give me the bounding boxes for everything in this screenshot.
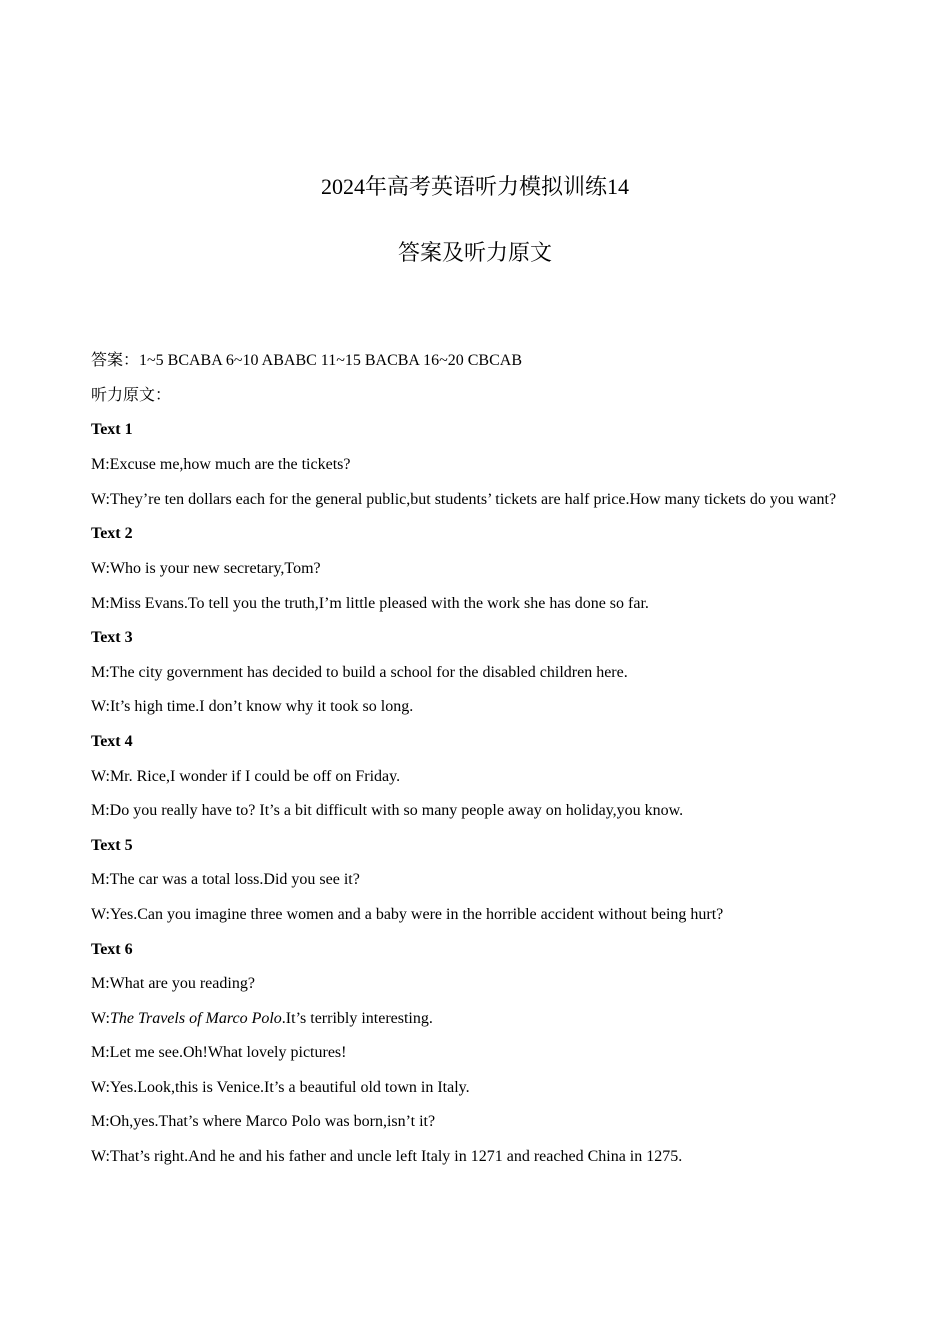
document-body	[91, 352, 858, 1183]
dialogue-line	[91, 1010, 858, 1028]
text-heading: Text 1	[91, 421, 133, 439]
dialogue-line: M:Let me see.Oh!What lovely pictures!	[91, 1044, 347, 1062]
dialogue-line: M:What are you reading?	[91, 975, 255, 993]
book-title: The Travels of Marco Polo	[109, 1009, 282, 1027]
answer-key: 答案：1~5 BCABA 6~10 ABABC 11~15 BACBA 16~20 CBCAB	[91, 352, 523, 369]
dialogue-line: M:The car was a total loss.Did you see it?	[91, 871, 360, 889]
dialogue-line: W:Who is your new secretary,Tom?	[91, 559, 321, 577]
transcript-label: 听力原文：	[91, 386, 172, 404]
line-remainder: .It’s terribly interesting.	[281, 1009, 433, 1027]
text-heading: Text 3	[91, 629, 133, 647]
speaker-prefix: W:	[91, 1009, 110, 1027]
dialogue-line: M:Oh,yes.That’s where Marco Polo was born,isn’t it?	[91, 1113, 436, 1131]
text-heading: Text 4	[91, 732, 133, 750]
dialogue-line: W:Yes.Look,this is Venice.It’s a beautiful old town in Italy.	[91, 1078, 470, 1096]
dialogue-line: W:Yes.Can you imagine three women and a baby were in the horrible accident without being hurt?	[91, 905, 724, 923]
dialogue-line: W:They’re ten dollars each for the general public,but students’ tickets are half price.How many tickets do you want?	[91, 491, 837, 509]
dialogue-line: M:Excuse me,how much are the tickets?	[91, 455, 351, 473]
dialogue-line: M:Miss Evans.To tell you the truth,I’m little pleased with the work she has done so far.	[91, 594, 649, 612]
text-heading: Text 6	[91, 940, 133, 958]
dialogue-line: W:It’s high time.I don’t know why it took so long.	[91, 698, 414, 716]
dialogue-line: W:Mr. Rice,I wonder if I could be off on Friday.	[91, 767, 401, 785]
text-heading: Text 5	[91, 836, 133, 854]
page-subtitle: 答案及听力原文	[397, 240, 552, 265]
dialogue-line: M:Do you really have to? It’s a bit difficult with so many people away on holiday,you know.	[91, 802, 684, 820]
text-heading: Text 2	[91, 525, 133, 543]
dialogue-line: M:The city government has decided to build a school for the disabled children here.	[91, 663, 628, 681]
dialogue-line: W:That’s right.And he and his father and uncle left Italy in 1271 and reached China in 1275.	[91, 1148, 683, 1166]
page-title: 2024年高考英语听力模拟训练14	[320, 174, 629, 199]
